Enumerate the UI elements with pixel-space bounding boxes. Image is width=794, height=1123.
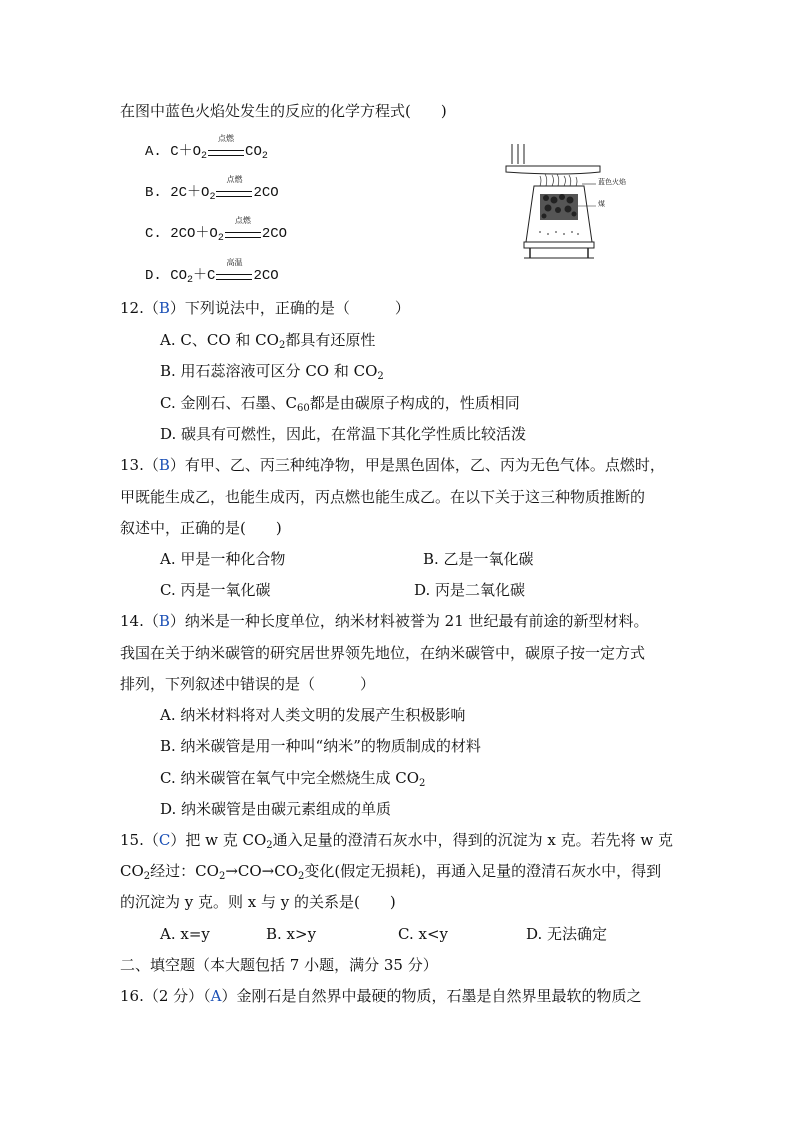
- q11-stem: 在图中蓝色火焰处发生的反应的化学方程式( ): [120, 102, 447, 120]
- q13-stem-line2: 甲既能生成乙，也能生成丙，丙点燃也能生成乙。在以下关于这三种物质推断的: [120, 488, 646, 506]
- coal-stove-figure: [504, 142, 626, 264]
- q14-option-c: C. 纳米碳管在氧气中完全燃烧生成 $CO_2$: [160, 769, 426, 789]
- q13-option-c: C. 丙是一氧化碳: [160, 581, 271, 599]
- coal-stove-drawing: [504, 142, 626, 264]
- q14-option-d: D. 纳米碳管是由碳元素组成的单质: [160, 800, 392, 818]
- flame-label: 蓝色火焰: [598, 178, 626, 186]
- q12-option-b: B. 用石蕊溶液可区分 CO 和 $CO_2$: [160, 362, 384, 382]
- q13-answer: B: [158, 456, 170, 474]
- q12-stem: 12.（B）下列说法中，正确的是（ ）: [120, 299, 410, 317]
- section-heading: 二、填空题（本大题包括 7 小题，满分 35 分）: [120, 956, 438, 974]
- q13-option-b: B. 乙是一氧化碳: [423, 550, 534, 568]
- q14-stem: 14.（B）纳米是一种长度单位，纳米材料被誉为 21 世纪最有前途的新型材料。: [120, 612, 649, 630]
- q15-option-d: D. 无法确定: [526, 925, 608, 943]
- q13-stem-line3: 叙述中，正确的是( ): [120, 519, 282, 537]
- q15-option-c: C. x<y: [398, 925, 448, 943]
- q16-answer: A: [210, 987, 222, 1005]
- reaction-arrow: 点燃: [216, 184, 252, 198]
- q14-answer: B: [158, 612, 170, 630]
- q14-option-a: A. 纳米材料将对人类文明的发展产生积极影响: [160, 706, 466, 724]
- q11-option-a: A. $C+O_2$ 点燃 $CO_2$: [145, 135, 268, 162]
- q12-option-a: A. C、CO 和 $CO_2$都具有还原性: [160, 331, 376, 351]
- q12-option-d: D. 碳具有可燃性，因此，在常温下其化学性质比较活泼: [160, 425, 527, 443]
- q12-answer: B: [158, 299, 170, 317]
- q15-stem: 15.（C）把 w 克 $CO_2$通入足量的澄清石灰水中，得到的沉淀为 x 克。若先将 w 克: [120, 831, 674, 851]
- q15-stem-line3: 的沉淀为 y 克。则 x 与 y 的关系是( ): [120, 893, 396, 911]
- q11-option-b: B. $2C+O_2$ 点燃 2CO: [145, 176, 279, 203]
- q14-stem-line3: 排列，下列叙述中错误的是（ ）: [120, 675, 376, 693]
- q15-option-b: B. x>y: [266, 925, 317, 943]
- q15-option-a: A. x=y: [160, 925, 210, 943]
- q14-stem-line2: 我国在关于纳米碳管的研究居世界领先地位，在纳米碳管中，碳原子按一定方式: [120, 644, 646, 662]
- q11-option-c: C. $2CO+O_2$ 点燃 2CO: [145, 217, 288, 244]
- q11-option-d: D. $CO_2+C$ 高温 2CO: [145, 259, 279, 286]
- reaction-arrow: 点燃: [225, 225, 261, 239]
- q15-answer: C: [158, 831, 171, 849]
- q13-option-a: A. 甲是一种化合物: [160, 550, 286, 568]
- q13-option-d: D. 丙是二氧化碳: [414, 581, 526, 599]
- reaction-arrow: 点燃: [208, 143, 244, 157]
- coal-label: 煤: [598, 200, 605, 208]
- q15-stem-line2: $CO_2$经过：$CO_2\to CO\to CO_2$变化(假定无损耗)，再通入足量的澄清石灰水中，得到: [120, 862, 662, 882]
- q12-option-c: C. 金刚石、石墨、$C_{60}$都是由碳原子构成的，性质相同: [160, 394, 520, 414]
- reaction-arrow: 高温: [216, 267, 252, 281]
- q13-stem: 13.（B）有甲、乙、丙三种纯净物，甲是黑色固体，乙、丙为无色气体。点燃时，: [120, 456, 665, 474]
- q16-stem: 16.（2 分）（A）金刚石是自然界中最硬的物质，石墨是自然界里最软的物质之: [120, 987, 642, 1005]
- q14-option-b: B. 纳米碳管是用一种叫“纳米”的物质制成的材料: [160, 737, 481, 755]
